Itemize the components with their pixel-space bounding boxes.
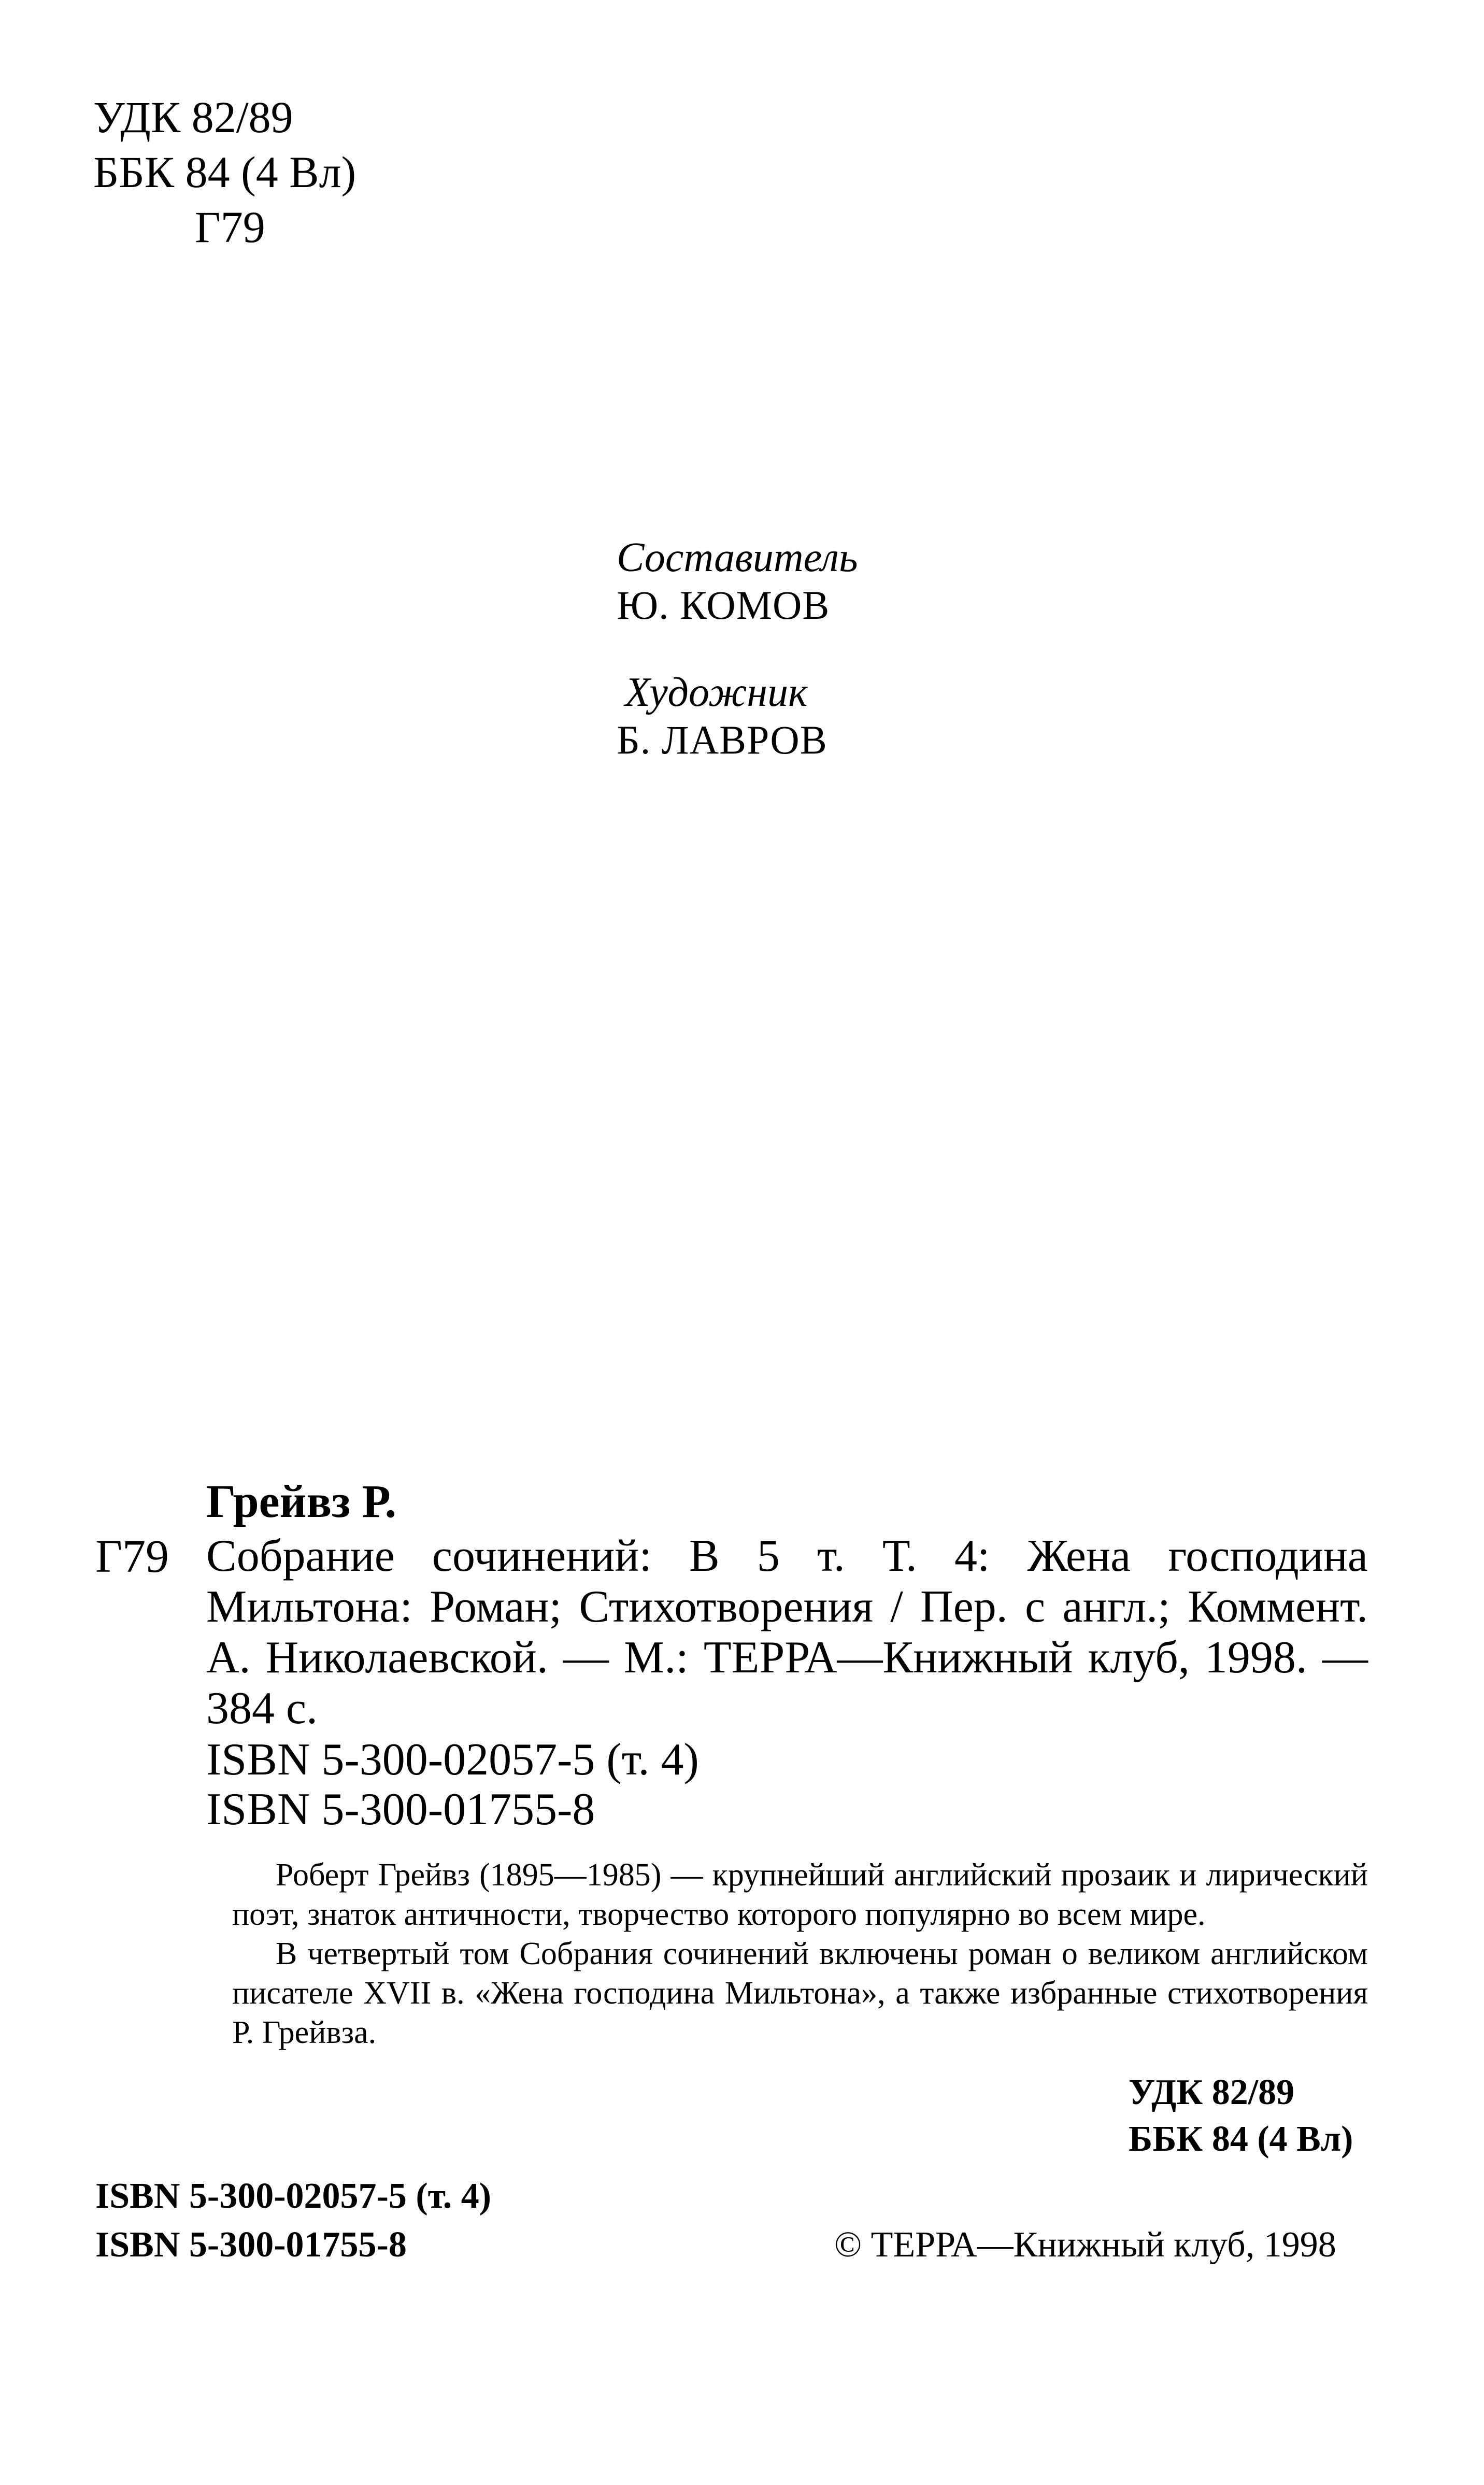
author-sign: Г79 <box>195 202 265 252</box>
annotation-paragraph-2: В четвертый том Собрания сочинений включены роман о великом английском писателе XVII в. «Жена господина Мильтона», а также избранные стихотворения Р. Грейвза. <box>232 1936 1368 2050</box>
card-udk: УДК 82/89 <box>1129 2072 1295 2112</box>
copyright-notice: © ТЕРРА—Книжный клуб, 1998 <box>834 2225 1336 2265</box>
compiler-role: Составитель <box>617 535 858 580</box>
bbk-code: ББК 84 (4 Вл) <box>93 147 356 197</box>
card-description: Собрание сочинений: В 5 т. Т. 4: Жена господина Мильтона: Роман; Стихотворения / Пер. с англ.; Коммент. А. Николаевской. — М.: ТЕРРА—Книжный клуб, 1998. — 384 с. <box>206 1531 1368 1734</box>
annotation-paragraph-1: Роберт Грейвз (1895—1985) — крупнейший английский прозаик и лирический поэт, знаток античности, творчество которого популярно во всем мире. <box>232 1857 1368 1932</box>
artist-name: Б. ЛАВРОВ <box>617 717 827 762</box>
compiler-name: Ю. КОМОВ <box>617 583 830 628</box>
artist-role: Художник <box>625 670 808 715</box>
card-author: Грейвз Р. <box>206 1476 396 1527</box>
footer-isbn-volume: ISBN 5-300-02057-5 (т. 4) <box>95 2176 492 2216</box>
udk-code: УДК 82/89 <box>93 92 293 142</box>
footer-isbn-set: ISBN 5-300-01755-8 <box>95 2225 407 2265</box>
card-isbn-volume: ISBN 5-300-02057-5 (т. 4) <box>206 1735 699 1785</box>
card-isbn-set: ISBN 5-300-01755-8 <box>206 1784 595 1835</box>
card-bbk: ББК 84 (4 Вл) <box>1129 2119 1353 2159</box>
card-author-sign: Г79 <box>95 1531 169 1582</box>
card-annotation <box>232 1855 1368 2052</box>
